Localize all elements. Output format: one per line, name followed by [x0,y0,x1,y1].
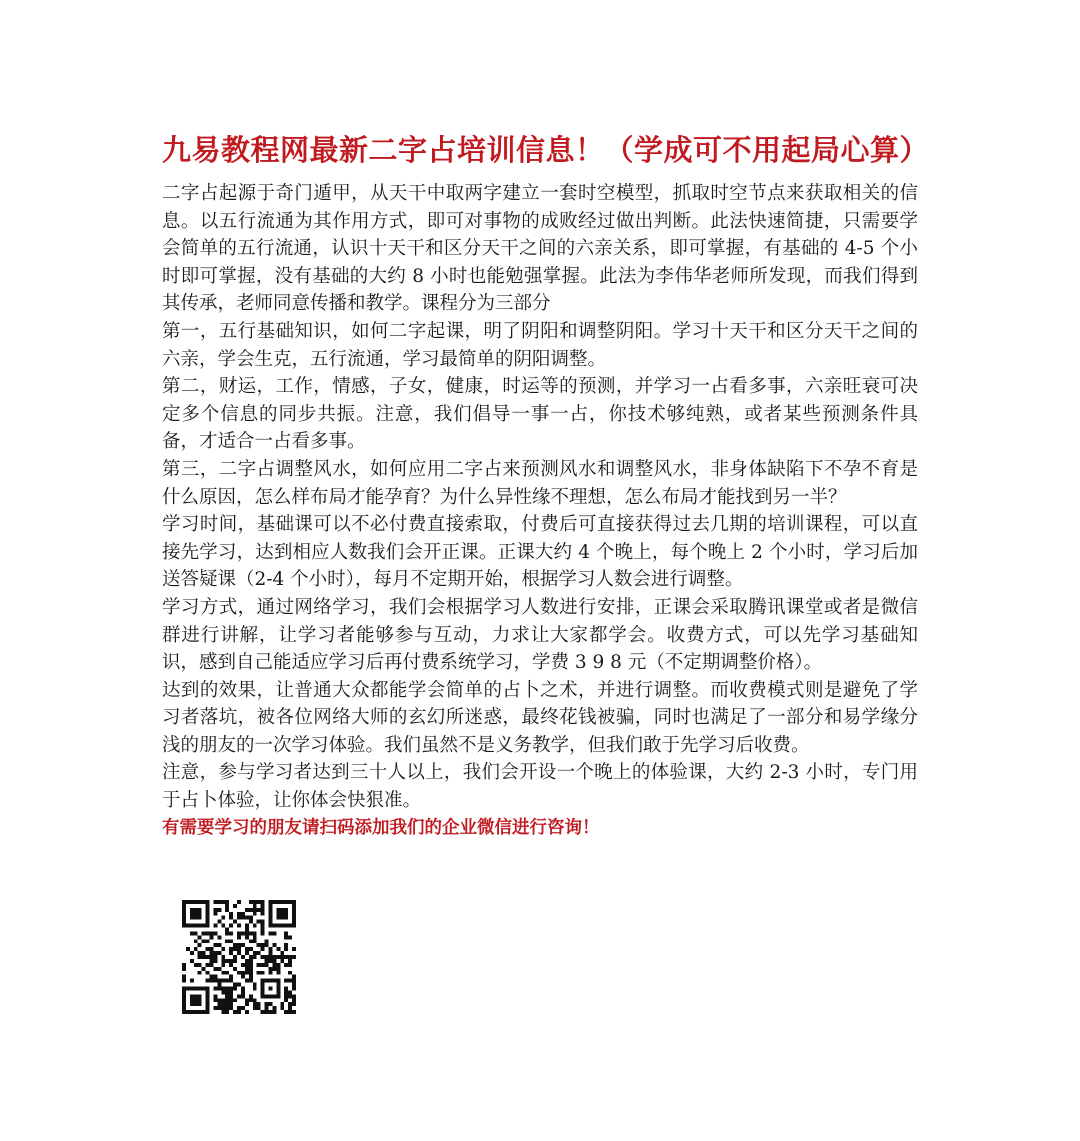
effect-paragraph: 达到的效果，让普通大众都能学会简单的占卜之术，并进行调整。而收费模式则是避免了学习者落坑，被各位网络大师的玄幻所迷惑，最终花钱被骗，同时也满足了一部分和易学缘分浅的朋友的一次学习体验。我们虽然不是义务教学，但我们敢于先学习后收费。 [162,679,918,756]
part-two-paragraph: 第二，财运，工作，情感，子女，健康，时运等的预测，并学习一占看多事，六亲旺衰可决定多个信息的同步共振。注意，我们倡导一事一占，你技术够纯熟，或者某些预测条件具备，才适合一占看多事。 [162,376,918,453]
document-body [162,180,918,842]
document-title: 九易教程网最新二字占培训信息！（学成可不用起局心算） [162,133,930,167]
schedule-paragraph: 学习时间，基础课可以不必付费直接索取，付费后可直接获得过去几期的培训课程，可以直接先学习，达到相应人数我们会开正课。正课大约 4 个晚上，每个晚上 2 个小时，学习后加送答疑课（2-4 个小时），每月不定期开始，根据学习人数会进行调整。 [162,514,918,591]
intro-paragraph: 二字占起源于奇门遁甲，从天干中取两字建立一套时空模型，抓取时空节点来获取相关的信息。以五行流通为其作用方式，即可对事物的成败经过做出判断。此法快速简捷，只需要学会简单的五行流通，认识十天干和区分天干之间的六亲关系，即可掌握，有基础的 4-5 个小时即可掌握，没有基础的大约 8 小时也能勉强掌握。此法为李伟华老师所发现，而我们得到其传承，老师同意传播和教学。课程分为三部分 [162,183,918,315]
wechat-qr-code-icon[interactable] [182,900,296,1014]
method-paragraph: 学习方式，通过网络学习，我们会根据学习人数进行安排，正课会采取腾讯课堂或者是微信群进行讲解，让学习者能够参与互动，力求让大家都学会。收费方式，可以先学习基础知识，感到自己能适应学习后再付费系统学习，学费 3 9 8 元（不定期调整价格）。 [162,596,918,674]
call-to-action: 有需要学习的朋友请扫码添加我们的企业微信进行咨询！ [162,817,600,838]
notice-paragraph: 注意，参与学习者达到三十人以上，我们会开设一个晚上的体验课，大约 2-3 小时，专门用于占卜体验，让你体会快狠准。 [162,762,918,812]
part-one-paragraph: 第一，五行基础知识，如何二字起课，明了阴阳和调整阴阳。学习十天干和区分天干之间的六亲，学会生克，五行流通，学习最简单的阴阳调整。 [162,320,918,370]
part-three-paragraph: 第三，二字占调整风水，如何应用二字占来预测风水和调整风水，非身体缺陷下不孕不育是什么原因，怎么样布局才能孕育？为什么异性缘不理想，怎么布局才能找到另一半？ [162,458,918,508]
